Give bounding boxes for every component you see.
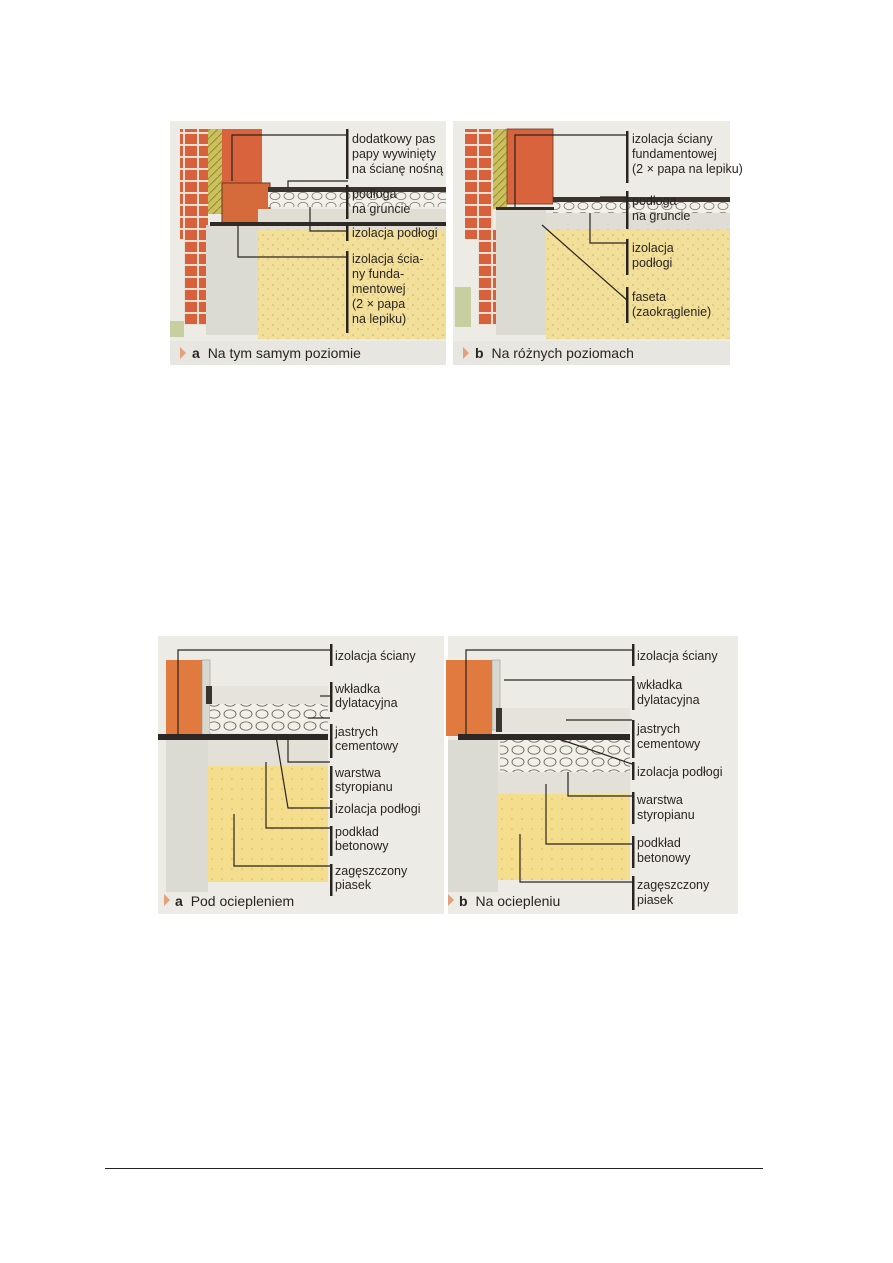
label-bar [346, 251, 349, 333]
label-bar [626, 191, 629, 229]
label-bar [626, 287, 629, 323]
label-izolacja-sciany-line3: mentowej [352, 282, 406, 296]
ground [455, 287, 471, 327]
label-wkladka-line1: wkładka [637, 678, 683, 692]
label-bar [330, 766, 333, 798]
cement-screed [210, 686, 328, 704]
label-bar [346, 185, 349, 219]
figure-1-svg [170, 121, 743, 365]
label-bar [632, 720, 635, 758]
label-bar [330, 864, 333, 896]
label-podloga-line1: podłoga [632, 194, 677, 208]
label-izolacja-sciany-line1: izolacja ścia- [352, 252, 424, 266]
wall-insulation [493, 129, 507, 209]
label-izolacja-sciany: izolacja ściany [637, 649, 718, 663]
label-podloga-line2: na gruncie [632, 209, 691, 223]
figure-2 [158, 636, 738, 914]
label-bar [330, 644, 333, 666]
label-podloga-line2: na gruncie [352, 202, 411, 216]
expansion-strip [496, 708, 502, 732]
membrane [496, 207, 554, 210]
label-bar [626, 239, 629, 275]
label-faseta-line1: faseta [632, 290, 667, 304]
label-jastrych-line1: jastrych [335, 725, 379, 739]
label-podklad-line2: betonowy [335, 839, 389, 853]
label-piasek-line1: zagęszczony [335, 864, 408, 878]
label-piasek-line2: piasek [637, 893, 674, 907]
label-bar [330, 724, 333, 758]
label-podklad-line2: betonowy [637, 851, 691, 865]
label-bar [346, 129, 349, 179]
label-pas-line3: na ścianę nośną [352, 162, 444, 176]
label-bar [330, 800, 333, 818]
label-izolacja-sciany-line3: (2 × papa na lepiku) [632, 162, 743, 176]
foundation-wall [448, 740, 498, 892]
label-bar [330, 826, 333, 856]
label-izolacja-sciany-line5: na lepiku) [352, 312, 407, 326]
label-bar [632, 792, 635, 824]
label-styropian-line2: styropianu [335, 780, 393, 794]
label-styropian-line2: styropianu [637, 808, 695, 822]
svg-text:a Pod ociepleniem [175, 893, 294, 909]
caption-letter-a: a [192, 345, 200, 361]
wall-insulation [208, 129, 222, 214]
label-piasek-line1: zagęszczony [637, 878, 710, 892]
label-izolacja-sciany-line2: ny funda- [352, 267, 405, 281]
label-izolacja-podlogi: izolacja podłogi [335, 802, 421, 816]
label-izolacja-sciany-line4: (2 × papa [352, 297, 406, 311]
label-izolacja-podlogi: izolacja podłogi [637, 765, 723, 779]
caption-a-text: Pod ociepleniem [190, 893, 295, 909]
wall [166, 660, 202, 736]
label-izolacja-podlogi-line2: podłogi [632, 256, 673, 270]
label-bar [632, 876, 635, 910]
label-izolacja-sciany-line2: fundamentowej [632, 147, 717, 161]
foundation-brick [184, 225, 206, 325]
foundation-wall [496, 209, 546, 335]
floor-membrane [158, 734, 328, 740]
label-bar [626, 131, 629, 183]
label-bar [632, 676, 635, 710]
compacted-sand [498, 794, 630, 880]
outer-brick-wall [465, 129, 493, 239]
label-bar [346, 225, 349, 241]
label-bar [330, 682, 333, 712]
label-jastrych-line2: cementowy [335, 739, 399, 753]
label-jastrych-line1: jastrych [637, 722, 681, 736]
label-izolacja-sciany-line1: izolacja ściany [632, 132, 713, 146]
label-izolacja-sciany: izolacja ściany [335, 649, 416, 663]
label-podklad-line1: podkład [335, 825, 379, 839]
label-faseta-line2: (zaokrąglenie) [632, 305, 712, 319]
label-bar [632, 836, 635, 868]
drawing-a [158, 660, 328, 892]
label-wkladka-line2: dylatacyjna [637, 693, 700, 707]
expansion-strip [206, 686, 212, 704]
styrofoam-layer [500, 740, 630, 772]
figure-2-svg [158, 636, 738, 914]
caption-letter-b: b [459, 893, 468, 909]
foundation-brick [478, 229, 496, 325]
label-wkladka-line2: dylatacyjna [335, 696, 398, 710]
label-bar [632, 644, 635, 666]
label-podklad-line1: podkład [637, 836, 681, 850]
label-pas-line2: papy wywinięty [352, 147, 437, 161]
inner-wall [222, 129, 262, 189]
caption-b-text: Na ociepleniu [475, 893, 561, 909]
label-izolacja-podlogi-line1: izolacja [632, 241, 674, 255]
concrete-base [498, 772, 630, 794]
foundation-wall [206, 225, 258, 335]
svg-text:b Na różnych poziomach [475, 345, 634, 361]
svg-text:a Na tym samym poziomie [192, 345, 361, 361]
ground [170, 321, 184, 337]
label-styropian-line1: warstwa [637, 793, 683, 807]
compacted-sand [208, 766, 328, 882]
label-styropian-line1: warstwa [335, 766, 381, 780]
floor-membrane [458, 734, 630, 740]
caption-b-text: Na różnych poziomach [491, 345, 634, 361]
foundation-wall [166, 740, 208, 892]
outer-brick-wall [180, 129, 208, 239]
footer-rule [105, 1168, 763, 1169]
caption-a-text: Na tym samym poziomie [207, 345, 361, 361]
caption-letter-a: a [175, 893, 183, 909]
caption-letter-b: b [475, 345, 484, 361]
wall [446, 660, 492, 736]
label-jastrych-line2: cementowy [637, 737, 701, 751]
label-podloga-line1: podłoga [352, 187, 397, 201]
label-piasek-line2: piasek [335, 878, 372, 892]
inner-wall [507, 129, 553, 204]
label-pas-line1: dodatkowy pas [352, 132, 436, 146]
figure-1 [170, 121, 743, 365]
label-wkladka-line1: wkładka [335, 682, 381, 696]
label-bar [632, 762, 635, 780]
label-izolacja-podlogi: izolacja podłogi [352, 226, 438, 240]
